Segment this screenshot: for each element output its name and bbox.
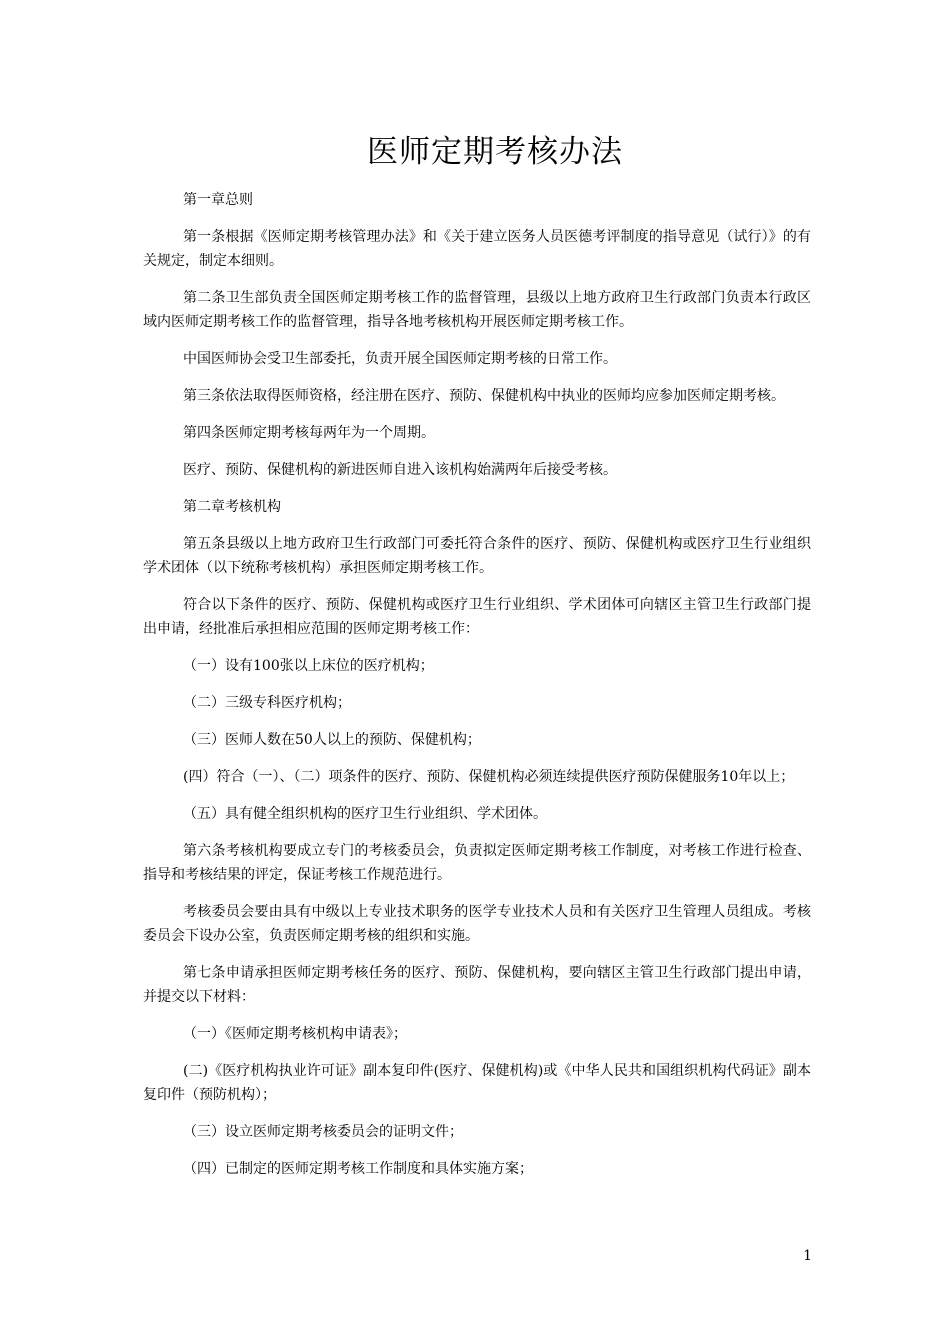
page-number: 1 (803, 1248, 812, 1264)
paragraph: 考核委员会要由具有中级以上专业技术职务的医学专业技术人员和有关医疗卫生管理人员组成。考核委员会下设办公室，负责医师定期考核的组织和实施。 (143, 904, 811, 944)
document-body (143, 188, 811, 1194)
list-item: （三）设立医师定期考核委员会的证明文件； (183, 1124, 463, 1140)
paragraph: 第二条卫生部负责全国医师定期考核工作的监督管理，县级以上地方政府卫生行政部门负责本行政区域内医师定期考核工作的监督管理，指导各地考核机构开展医师定期考核工作。 (143, 290, 811, 330)
chapter-heading: 第二章考核机构 (183, 499, 281, 515)
paragraph: 第五条县级以上地方政府卫生行政部门可委托符合条件的医疗、预防、保健机构或医疗卫生行业组织学术团体（以下统称考核机构）承担医师定期考核工作。 (143, 536, 811, 576)
list-item: （一）设有100张以上床位的医疗机构； (183, 658, 434, 674)
list-item: (四）符合（一）、（二）项条件的医疗、预防、保健机构必须连续提供医疗预防保健服务10年以上； (183, 769, 795, 785)
paragraph: 第六条考核机构要成立专门的考核委员会，负责拟定医师定期考核工作制度，对考核工作进行检查、指导和考核结果的评定，保证考核工作规范进行。 (143, 843, 811, 883)
list-item: （一）《医师定期考核机构申请表》； (183, 1026, 407, 1042)
list-item: （二）三级专科医疗机构； (183, 695, 351, 711)
paragraph: 第三条依法取得医师资格，经注册在医疗、预防、保健机构中执业的医师均应参加医师定期考核。 (183, 388, 785, 404)
paragraph: 中国医师协会受卫生部委托，负责开展全国医师定期考核的日常工作。 (183, 351, 617, 367)
paragraph: 医疗、预防、保健机构的新进医师自进入该机构始满两年后接受考核。 (183, 462, 617, 478)
paragraph: 第四条医师定期考核每两年为一个周期。 (183, 425, 435, 441)
paragraph: 第七条申请承担医师定期考核任务的医疗、预防、保健机构，要向辖区主管卫生行政部门提出申请，并提交以下材料： (143, 965, 811, 1005)
list-item: （四）已制定的医师定期考核工作制度和具体实施方案； (183, 1161, 533, 1177)
paragraph: 符合以下条件的医疗、预防、保健机构或医疗卫生行业组织、学术团体可向辖区主管卫生行政部门提出申请，经批准后承担相应范围的医师定期考核工作： (143, 597, 811, 637)
document-title: 医师定期考核办法 (367, 134, 623, 170)
list-item: (二)《医疗机构执业许可证》副本复印件(医疗、保健机构)或《中华人民共和国组织机构代码证》副本复印件（预防机构）； (143, 1063, 811, 1103)
paragraph: 第一条根据《医师定期考核管理办法》和《关于建立医务人员医德考评制度的指导意见（试行）》的有关规定，制定本细则。 (143, 229, 811, 269)
list-item: （三）医师人数在50人以上的预防、保健机构； (183, 732, 481, 748)
chapter-heading: 第一章总则 (183, 192, 253, 208)
list-item: （五）具有健全组织机构的医疗卫生行业组织、学术团体。 (183, 806, 547, 822)
